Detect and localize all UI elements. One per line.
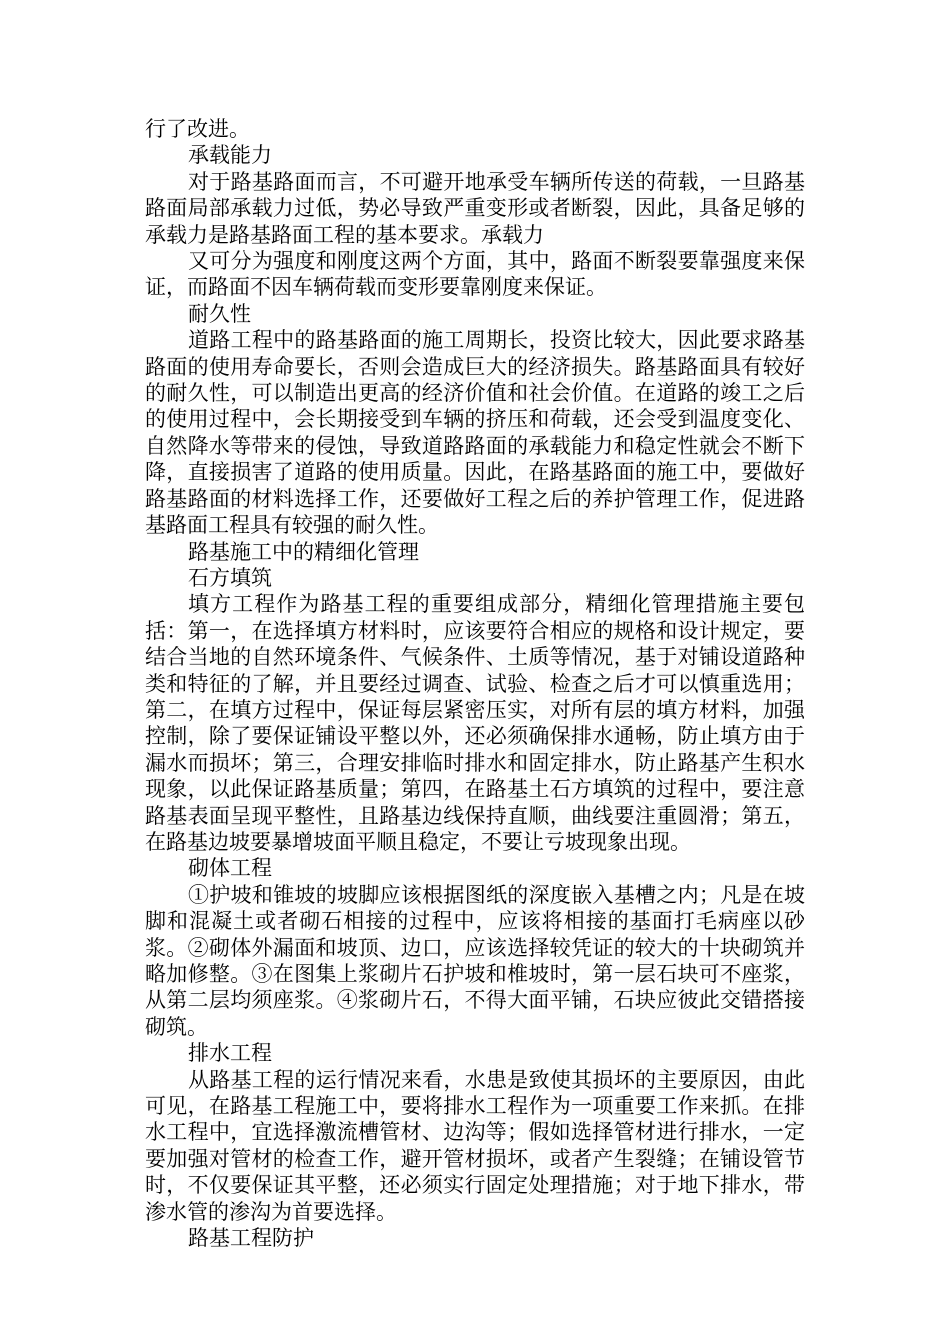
section-heading-bearing-capacity: 承载能力 <box>188 143 272 168</box>
paragraph-masonry: ①护坡和锥坡的坡脚应该根据图纸的深度嵌入基槽之内；凡是在坡脚和混凝土或者砌石相接的过程中，应该将相接的基面打毛病座以砂浆。②砌体外漏面和坡顶、边口，应该选择较凭证的较大的十块砌筑并略加修整。③在图集上浆砌片石护坡和椎坡时，第一层石块可不座浆，从第二层均须座浆。④浆砌片石，不得大面平铺，石块应彼此交错搭接砌筑。 <box>145 882 805 1039</box>
paragraph-bearing-capacity-2: 又可分为强度和刚度这两个方面，其中，路面不断裂要靠强度来保证，而路面不因车辆荷载而变形要靠刚度来保证。 <box>145 249 805 300</box>
paragraph-bearing-capacity-1: 对于路基路面而言，不可避开地承受车辆所传送的荷载，一旦路基路面局部承载力过低，势必导致严重变形或者断裂，因此，具备足够的承载力是路基路面工程的基本要求。承载力 <box>145 169 805 247</box>
section-heading-earthwork-filling: 石方填筑 <box>188 565 272 590</box>
document-page <box>145 116 805 1251</box>
paragraph-durability: 道路工程中的路基路面的施工周期长，投资比较大，因此要求路基路面的使用寿命要长，否则会造成巨大的经济损失。路基路面具有较好的耐久性，可以制造出更高的经济价值和社会价值。在道路的竣工之后的使用过程中，会长期接受到车辆的挤压和荷载，还会受到温度变化、自然降水等带来的侵蚀，导致道路路面的承载能力和稳定性就会不断下降，直接损害了道路的使用质量。因此，在路基路面的施工中，要做好路基路面的材料选择工作，还要做好工程之后的养护管理工作，促进路基路面工程具有较强的耐久性。 <box>145 328 805 538</box>
section-heading-durability: 耐久性 <box>188 301 251 326</box>
paragraph-earthwork-filling: 填方工程作为路基工程的重要组成部分，精细化管理措施主要包括：第一，在选择填方材料时，应该要符合相应的规格和设计规定，要结合当地的自然环境条件、气候条件、土质等情况，基于对铺设道路种类和特征的了解，并且要经过调查、试验、检查之后才可以慎重选用；第二，在填方过程中，保证每层紧密压实，对所有层的填方材料，加强控制，除了要保证铺设平整以外，还必须确保排水通畅，防止填方由于漏水而损坏；第三，合理安排临时排水和固定排水，防止路基产生积水现象，以此保证路基质量；第四，在路基土石方填筑的过程中，要注意路基表面呈现平整性，且路基边线保持直顺，曲线要注重圆滑；第五，在路基边坡要暴增坡面平顺且稳定，不要让亏坡现象出现。 <box>145 592 805 854</box>
paragraph-drainage: 从路基工程的运行情况来看，水患是致使其损坏的主要原因，由此可见，在路基工程施工中，要将排水工程作为一项重要工作来抓。在排水工程中，宜选择激流槽管材、边沟等；假如选择管材进行排水，一定要加强对管材的检查工作，避开管材损坏，或者产生裂缝；在铺设管节时，不仅要保证其平整，还必须实行固定处理措施；对于地下排水，带渗水管的渗沟为首要选择。 <box>145 1067 805 1224</box>
continuation-text: 行了改进。 <box>145 117 250 141</box>
section-heading-subgrade-protection: 路基工程防护 <box>188 1226 314 1251</box>
section-heading-masonry: 砌体工程 <box>188 856 272 881</box>
section-heading-fine-management: 路基施工中的精细化管理 <box>188 539 419 564</box>
section-heading-drainage: 排水工程 <box>188 1041 272 1066</box>
